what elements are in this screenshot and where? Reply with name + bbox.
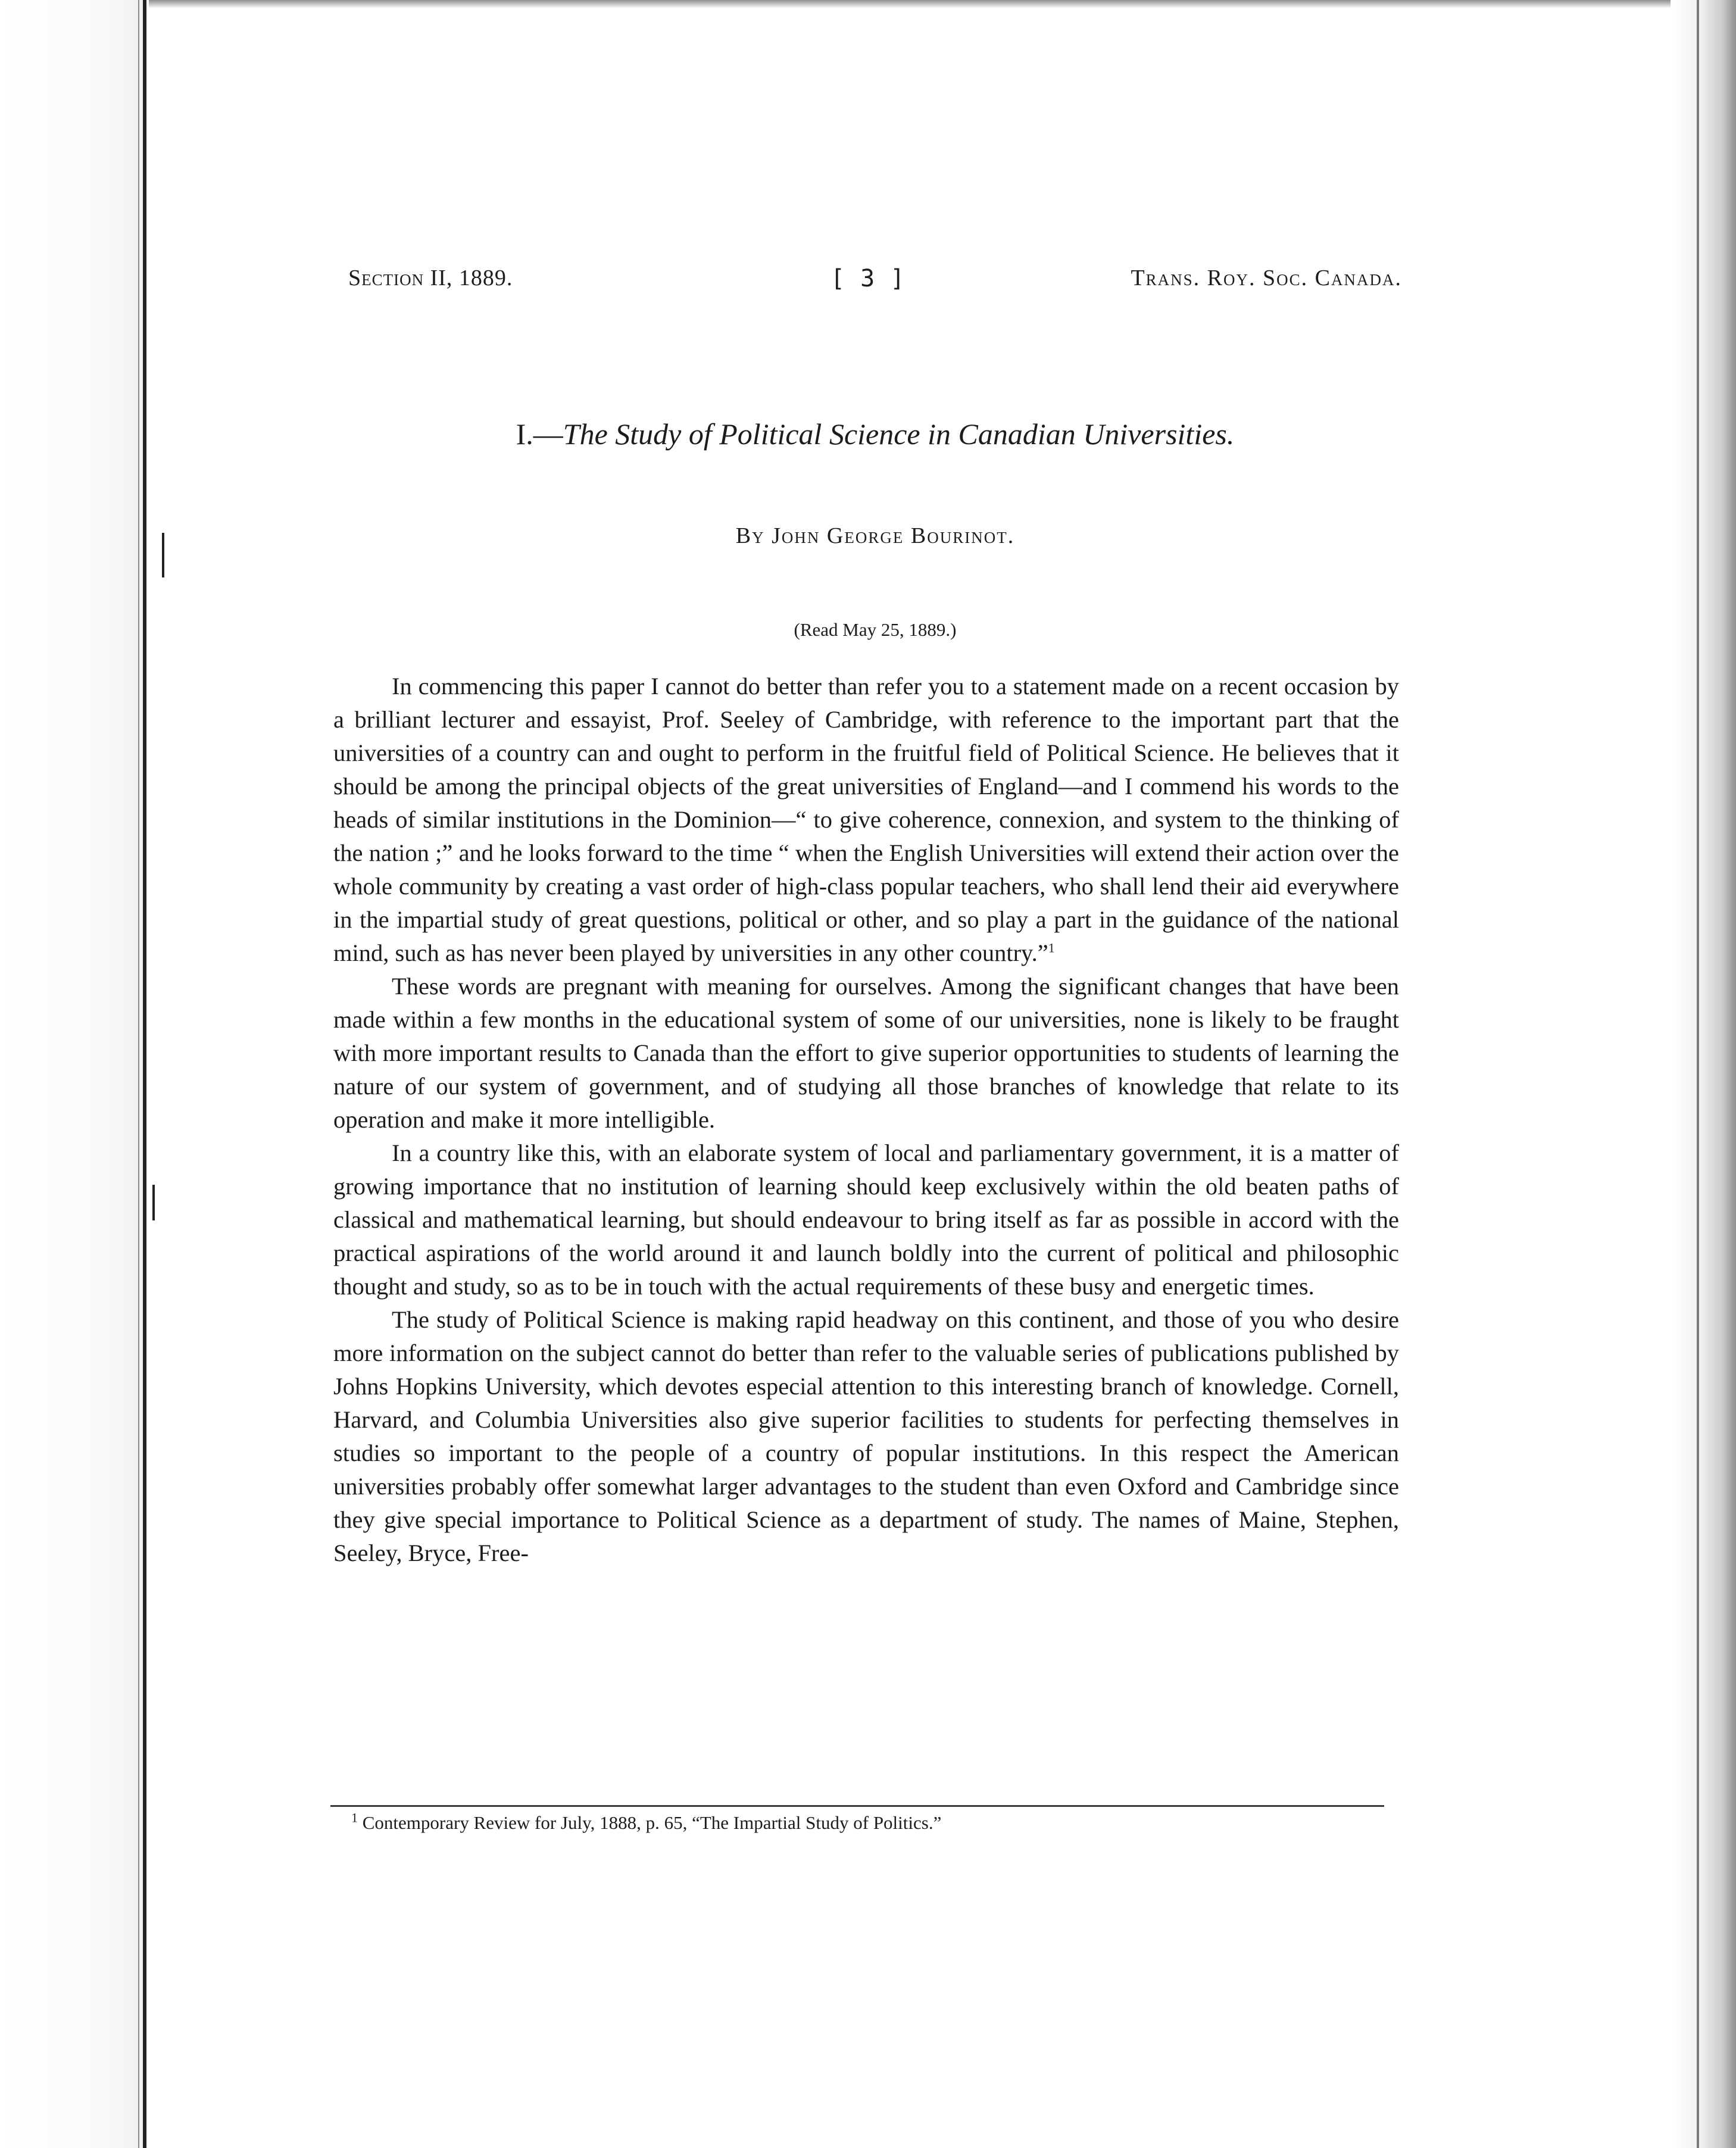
binding-edge-faint	[138, 0, 139, 2148]
paper-title	[348, 417, 1402, 451]
gutter-shadow	[0, 0, 143, 2148]
page-top-edge	[149, 0, 1736, 8]
footnote-reference: 1	[1048, 940, 1055, 956]
footnote-text: Contemporary Review for July, 1888, p. 65, “The Impartial Study of Politics.”	[362, 1812, 942, 1833]
paragraph-text: In a country like this, with an elaborate system of local and parliamentary government, it is a matter of growing importance that no institution of learning should keep exclusively within the old beaten paths of classical and mathematical learning, but should endeavour to bring itself as far as possible in accord with the practical aspirations of the world around it and launch boldly into the current of political and philosophic thought and study, so as to be in touch with the actual requirements of these busy and energetic times.	[333, 1139, 1399, 1300]
running-head-journal: Trans. Roy. Soc. Canada.	[1131, 266, 1402, 291]
paragraph	[333, 1137, 1399, 1303]
title-numeral: I.—	[516, 417, 563, 451]
binding-edge	[143, 0, 146, 2148]
body-text	[333, 670, 1399, 1570]
footnote	[351, 1810, 1387, 1836]
running-head	[348, 265, 1402, 301]
author-byline: By John George Bourinot.	[735, 523, 1015, 548]
page-fore-edge-line	[1697, 0, 1699, 2148]
footnote-marker: 1	[351, 1810, 358, 1825]
paragraph-text: In commencing this paper I cannot do better than refer you to a statement made on a recent occasion by a brilliant lecturer and essayist, Prof. Seeley of Cambridge, with reference to the important part that the universities of a country can and ought to perform in the fruitful field of Political Science. He believes that it should be among the principal objects of the great universities of England—and I commend his words to the heads of similar institutions in the Dominion—“ to give coherence, connexion, and system to the thinking of the nation ;” and he looks forward to the time “ when the English Universities will extend their action over the whole community by creating a vast order of high-class popular teachers, who shall lend their aid everywhere in the impartial study of great questions, political or other, and so play a part in the guidance of the national mind, such as has never been played by universities in any other country.”	[333, 673, 1399, 966]
footnote-rule	[330, 1805, 1384, 1807]
running-head-section: Section II, 1889.	[348, 266, 513, 291]
gutter-mark	[162, 533, 164, 577]
paragraph	[333, 1303, 1399, 1570]
page-fore-edge	[1671, 0, 1736, 2148]
read-date: (Read May 25, 1889.)	[794, 619, 957, 640]
paragraph	[333, 970, 1399, 1137]
page-number: [ 3 ]	[830, 265, 906, 292]
paragraph-text: The study of Political Science is making rapid headway on this continent, and those of you who desire more information on the subject cannot do better than refer to the valuable series of publications published by Johns Hopkins University, which devotes especial attention to this interesting branch of knowledge. Cornell, Harvard, and Columbia Universities also give superior facilities to students for perfecting themselves in studies so important to the people of a country of popular institutions. In this respect the American universities probably offer somewhat larger advantages to the student than even Oxford and Cambridge since they give special importance to Political Science as a department of study. The names of Maine, Stephen, Seeley, Bryce, Free-	[333, 1306, 1399, 1566]
title-text: The Study of Political Science in Canadian Universities.	[563, 417, 1235, 451]
paragraph-text: These words are pregnant with meaning for ourselves. Among the significant changes that have been made within a few months in the educational system of some of our universities, none is likely to be fraught with more important results to Canada than the effort to give superior opportunities to students of learning the nature of our system of government, and of studying all those branches of knowledge that relate to its operation and make it more intelligible.	[333, 973, 1399, 1133]
gutter-mark	[152, 1185, 155, 1220]
paragraph	[333, 670, 1399, 970]
